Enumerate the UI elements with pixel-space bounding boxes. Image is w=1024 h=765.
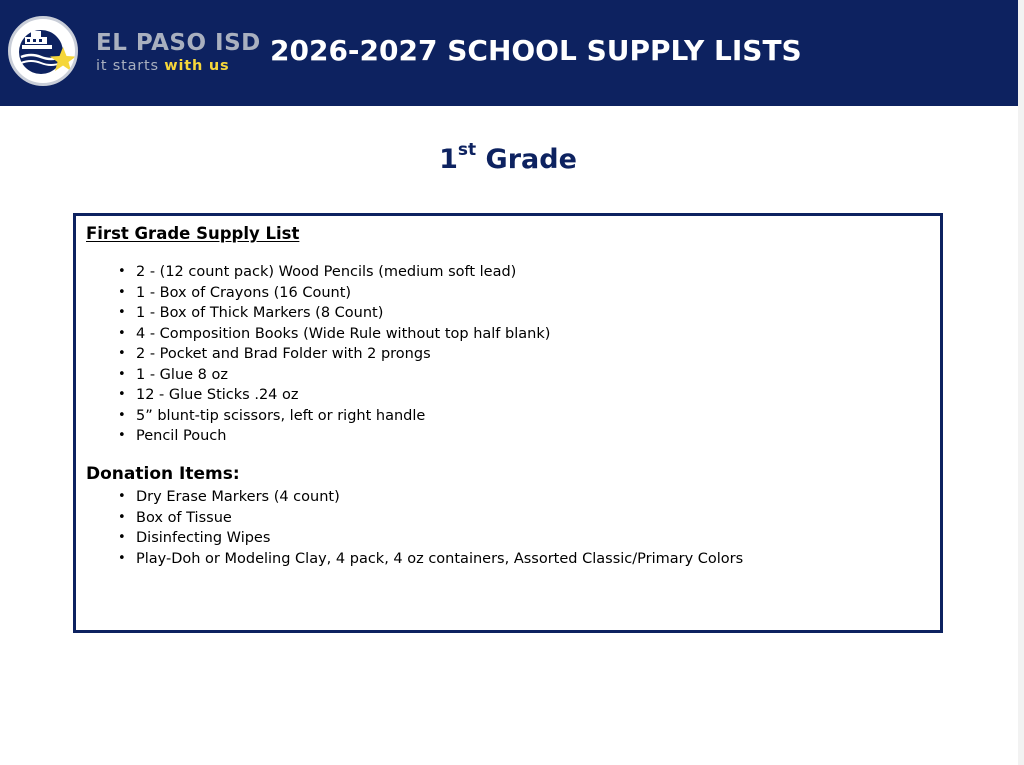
bullet-icon: • xyxy=(118,325,126,341)
supply-list-item-text: Pencil Pouch xyxy=(136,428,227,444)
header-banner xyxy=(0,0,1018,106)
bullet-icon: • xyxy=(118,264,126,279)
bullet-icon: • xyxy=(118,509,126,525)
donation-list-item-text: Play-Doh or Modeling Clay, 4 pack, 4 oz containers, Assorted Classic/Primary Colors xyxy=(136,550,744,567)
donation-heading: Donation Items: xyxy=(86,464,240,484)
brand-tagline-highlight: with us xyxy=(164,58,230,74)
bullet-icon: • xyxy=(118,346,126,361)
bullet-icon: • xyxy=(118,387,126,402)
supply-list-item-text: 2 - Pocket and Brad Folder with 2 prongs xyxy=(136,346,431,362)
supply-list-item xyxy=(118,283,550,304)
brand-wordmark xyxy=(96,30,261,75)
donation-list-item xyxy=(118,549,744,570)
donation-list-item xyxy=(118,487,743,508)
ship-and-star-logo-icon xyxy=(8,16,78,86)
brand-tagline-prefix: it starts xyxy=(96,58,165,74)
supply-list-item xyxy=(118,426,550,447)
donation-list-item-text: Dry Erase Markers (4 count) xyxy=(136,489,340,505)
brand-tagline xyxy=(96,57,261,75)
supply-items-list xyxy=(118,262,551,447)
grade-number: 1 xyxy=(439,144,458,175)
supply-list-item xyxy=(118,365,550,386)
donation-items-list xyxy=(118,487,744,569)
supply-list-item-text: 1 - Box of Thick Markers (8 Count) xyxy=(136,305,384,321)
supply-list-item-text: 2 - (12 count pack) Wood Pencils (medium soft lead) xyxy=(136,264,517,280)
bullet-icon: • xyxy=(118,530,126,545)
supply-list-item xyxy=(118,262,550,283)
supply-list-heading: First Grade Supply List xyxy=(86,224,300,243)
bullet-icon: • xyxy=(118,284,126,300)
bullet-icon: • xyxy=(118,305,126,320)
supply-list-item xyxy=(118,303,550,324)
bullet-icon: • xyxy=(118,366,126,382)
page-edge xyxy=(1018,0,1024,765)
supply-list-item-text: 1 - Glue 8 oz xyxy=(136,366,228,383)
bullet-icon: • xyxy=(118,428,126,443)
donation-list-item-text: Box of Tissue xyxy=(136,509,232,526)
supply-list-item xyxy=(118,344,550,365)
grade-heading xyxy=(0,140,1016,180)
bullet-icon: • xyxy=(118,489,126,504)
donation-list-item xyxy=(118,508,743,529)
supply-list-item-text: 5” blunt-tip scissors, left or right handle xyxy=(136,407,426,424)
page-title: 2026-2027 SCHOOL SUPPLY LISTS xyxy=(270,34,802,67)
grade-ordinal-suffix: st xyxy=(457,140,477,160)
supply-list-item xyxy=(118,324,551,345)
grade-word: Grade xyxy=(476,144,577,175)
supply-list-item xyxy=(118,406,550,427)
supply-list-item xyxy=(118,385,550,406)
bullet-icon: • xyxy=(118,407,126,423)
bullet-icon: • xyxy=(118,550,126,566)
supply-list-item-text: 1 - Box of Crayons (16 Count) xyxy=(136,284,352,301)
brand-name: EL PASO ISD xyxy=(96,30,261,56)
supply-list-item-text: 4 - Composition Books (Wide Rule without top half blank) xyxy=(136,325,551,342)
donation-list-item-text: Disinfecting Wipes xyxy=(136,530,271,546)
supply-list-box xyxy=(73,213,943,633)
donation-list-item xyxy=(118,528,743,549)
supply-list-item-text: 12 - Glue Sticks .24 oz xyxy=(136,387,299,403)
